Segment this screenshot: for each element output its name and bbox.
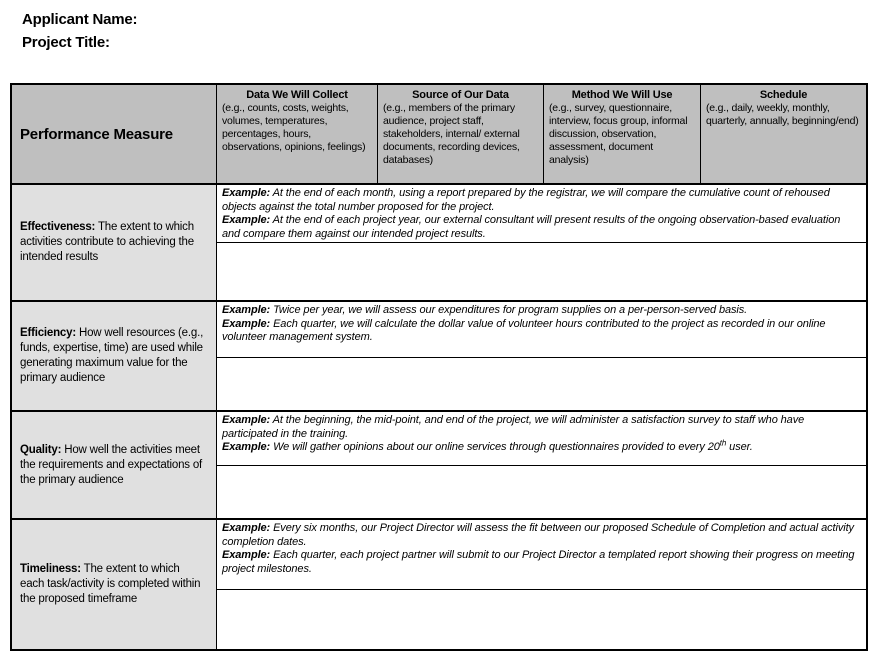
column-hint: (e.g., daily, weekly, monthly, quarterly, annually, beginning/end) — [706, 102, 859, 127]
column-hint: (e.g., counts, costs, weights, volumes, temperatures, percentages, hours, observations, opinions, feelings) — [222, 102, 366, 153]
performance-measure-table — [10, 83, 868, 651]
performance-measure-header-cell — [12, 85, 217, 183]
examples-timeliness — [217, 520, 866, 590]
examples-quality — [217, 412, 866, 466]
example-line — [222, 414, 860, 441]
example-label: Example: — [222, 187, 271, 199]
table-row-quality — [12, 412, 866, 520]
example-line — [222, 438, 860, 455]
measure-label-effectiveness — [12, 185, 217, 300]
example-text: Every six months, our Project Director will assess the fit between our proposed Schedule of Completion and actual activity completion dates. — [222, 522, 854, 548]
example-line — [222, 214, 860, 241]
example-text-after: user. — [726, 441, 753, 453]
example-line — [222, 522, 860, 549]
example-label: Example: — [222, 304, 271, 316]
example-label: Example: — [222, 522, 271, 534]
example-text: At the end of each project year, our external consultant will present results of the ongoing observation-based evaluation and compare them against our intended project results. — [222, 214, 841, 240]
fill-in-area-effectiveness[interactable] — [217, 243, 866, 300]
example-text: We will gather opinions about our online services through questionnaires provided to every 20 — [270, 441, 720, 453]
examples-efficiency — [217, 302, 866, 358]
column-title: Method We Will Use — [571, 89, 673, 101]
example-text: At the beginning, the mid-point, and end of the project, we will administer a satisfaction survey to staff who have participated in the training. — [222, 414, 805, 440]
measure-description: How well the activities meet the requirements and expectations of the primary audience — [20, 443, 203, 486]
measure-label-efficiency — [12, 302, 217, 410]
column-hint: (e.g., survey, questionnaire, interview, focus group, informal discussion, observation, assessment, document analysis) — [549, 102, 688, 166]
measure-term: Efficiency: — [20, 327, 76, 339]
example-line — [222, 187, 860, 214]
column-header-schedule — [701, 85, 866, 183]
measure-description: How well resources (e.g., funds, expertise, time) are used while generating maximum value for the primary audience — [20, 327, 204, 384]
measure-description: The extent to which activities contribute to achieving the intended results — [20, 221, 194, 263]
measure-description: The extent to which each task/activity is completed within the proposed timeframe — [20, 563, 201, 605]
performance-measure-header-label: Performance Measure — [20, 125, 173, 143]
example-label: Example: — [222, 441, 271, 453]
column-title: Schedule — [759, 89, 808, 101]
example-superscript: th — [719, 438, 727, 448]
example-label: Example: — [222, 549, 271, 561]
example-label: Example: — [222, 317, 271, 330]
column-header-data-we-will-collect — [217, 85, 378, 183]
column-title: Data We Will Collect — [246, 89, 348, 101]
column-header-source-of-our-data — [378, 85, 544, 183]
fill-in-area-quality[interactable] — [217, 466, 866, 518]
table-row-timeliness — [12, 520, 866, 649]
example-text: At the end of each month, using a report prepared by the registrar, we will compare the cumulative count of rehoused objects against the total number proposed for the project. — [222, 187, 830, 213]
project-title-label: Project Title: — [22, 34, 110, 51]
table-row-efficiency — [12, 302, 866, 412]
example-line — [222, 318, 860, 345]
table-header-row — [12, 85, 866, 185]
column-hint: (e.g., members of the primary audience, project staff, stakeholders, internal/ external documents, recording devices, databases) — [383, 102, 520, 166]
example-label: Example: — [222, 214, 271, 226]
example-line — [222, 304, 860, 318]
example-text: Twice per year, we will assess our expenditures for program supplies on a per-person-served basis. — [270, 304, 748, 316]
document-header — [22, 8, 137, 54]
example-line — [222, 549, 860, 576]
column-title: Source of Our Data — [412, 89, 509, 101]
applicant-name-label: Applicant Name: — [22, 11, 138, 28]
example-text: Each quarter, each project partner will submit to our Project Director a templated report showing their progress on meeting project milestones. — [222, 549, 855, 575]
fill-in-area-timeliness[interactable] — [217, 590, 866, 649]
table-row-effectiveness — [12, 185, 866, 302]
measure-label-quality — [12, 412, 217, 518]
measure-term: Effectiveness: — [20, 221, 96, 233]
fill-in-area-efficiency[interactable] — [217, 358, 866, 410]
measure-term: Timeliness: — [20, 563, 81, 575]
measure-label-timeliness — [12, 520, 217, 649]
measure-term: Quality: — [20, 443, 62, 456]
example-label: Example: — [222, 414, 271, 426]
example-text: Each quarter, we will calculate the dollar value of volunteer hours contributed to the project as recorded in our online volunteer management system. — [222, 317, 826, 343]
examples-effectiveness — [217, 185, 866, 243]
column-header-method-we-will-use — [544, 85, 701, 183]
